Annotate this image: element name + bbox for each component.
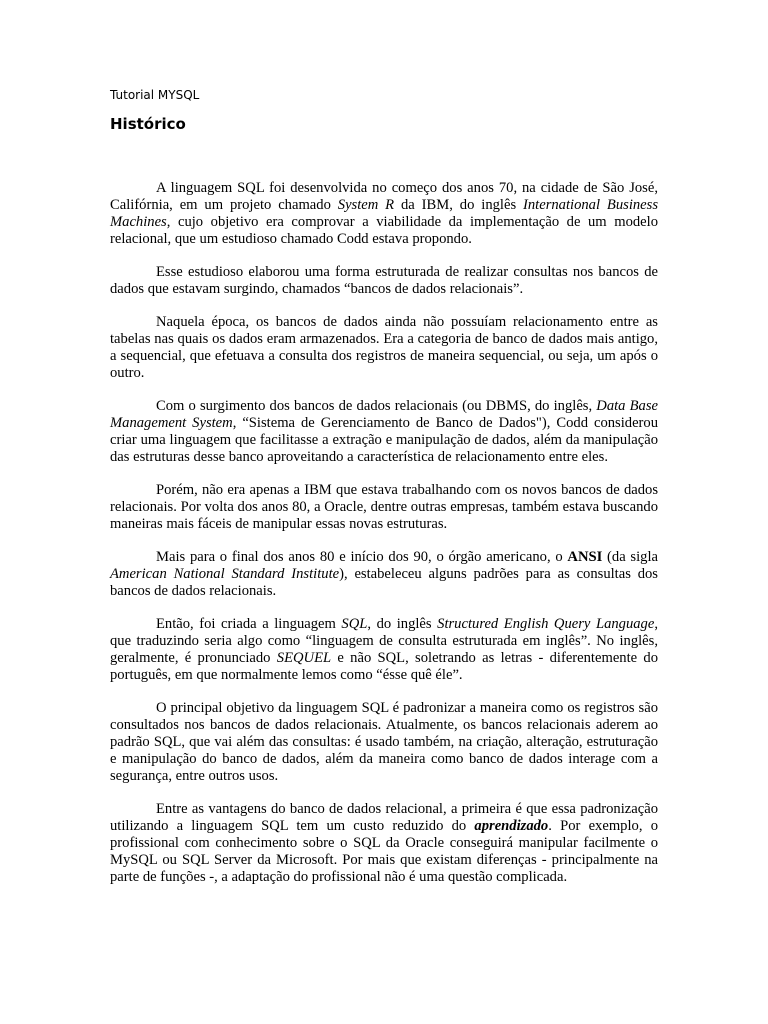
text-run: American National Standard Institute [110,566,340,582]
text-run: O principal objetivo da linguagem SQL é padronizar a maneira como os registros são consultados nos bancos de dados relacionais. Atualmente, os bancos relacionais aderem ao padrão SQL, que vai além das consultas: é usado também, na criação, alteração, estruturação e manipulação do banco de dados, além da maneira como banco de dados interage com a segurança, entre outros usos. [110,700,658,784]
paragraph-3 [110,314,658,382]
paragraph-8 [110,700,658,785]
text-run: System R [337,197,395,213]
paragraph-1 [110,180,658,248]
text-run: Naquela época, os bancos de dados ainda não possuíam relacionamento entre as tabelas nas quais os dados eram armazenados. Era a categoria de banco de dados mais antigo, a sequencial, que efetuava a consulta dos registros de maneira sequencial, ou seja, um após o outro. [110,314,658,381]
text-run: Porém, não era apenas a IBM que estava trabalhando com os novos bancos de dados relacionais. Por volta dos anos 80, a Oracle, dentre outras empresas, também estava buscando maneiras mais fáceis de manipular essas novas estruturas. [110,482,658,532]
text-run: da IBM, do inglês [394,197,524,213]
text-run: Structured English Query Language [437,616,655,632]
paragraph-7 [110,616,658,684]
text-run: ), estabeleceu alguns padrões para as consultas dos bancos de dados relacionais. [110,566,658,599]
text-run: ANSI [567,549,603,565]
page-title: Histórico [110,115,186,133]
paragraph-5 [110,482,658,533]
text-run: Então, foi criada a linguagem [156,616,342,632]
text-run: A linguagem SQL foi desenvolvida no começo dos anos 70, na cidade de São José, Califórnia, em um projeto chamado [110,180,658,213]
text-run: International Business Machines [110,197,659,230]
text-run: Esse estudioso elaborou uma forma estruturada de realizar consultas nos bancos de dados que estavam surgindo, chamados “bancos de dados relacionais”. [110,264,658,297]
text-run: , que traduzindo seria algo como “linguagem de consulta estruturada em inglês”. No inglês, geralmente, é pronunciado [110,616,658,666]
text-run: SQL [341,616,368,632]
text-run: Com o surgimento dos bancos de dados relacionais (ou DBMS, do inglês, [156,398,597,414]
paragraph-6 [110,549,658,600]
text-run: Data Base Management System [110,398,658,431]
text-run: Entre as vantagens do banco de dados relacional, a primeira é que essa padronização utilizando a linguagem SQL tem um custo reduzido do [110,801,658,834]
text-run: (da sigla [602,549,658,565]
text-run: , “Sistema de Gerenciamento de Banco de Dados"), Codd considerou criar uma linguagem que facilitasse a extração e manipulação de dados, além da manipulação das estruturas desse banco aproveitando a característica de relacionamento entre eles. [110,415,658,465]
text-run: aprendizado [474,818,549,834]
paragraph-4 [110,398,658,466]
text-run: . Por exemplo, o profissional com conhecimento sobre o SQL da Oracle conseguirá manipular facilmente o MySQL ou SQL Server da Microsoft. Por mais que existam diferenças - principalmente na parte de funções -, a adaptação do profissional não é uma questão complicada. [110,818,658,885]
paragraph-9 [110,801,658,886]
paragraph-2 [110,264,658,298]
text-run: , cujo objetivo era comprovar a viabilidade da implementação de um modelo relacional, que um estudioso chamado Codd estava propondo. [110,214,658,247]
text-run: , do inglês [367,616,438,632]
page-header: Tutorial MYSQL [110,88,200,102]
text-run: SEQUEL [276,650,332,666]
document-body [110,180,658,902]
text-run: e não SQL, soletrando as letras - diferentemente do português, em que normalmente lemos como “ésse quê éle”. [110,650,659,683]
text-run: Mais para o final dos anos 80 e início dos 90, o órgão americano, o [156,549,568,565]
